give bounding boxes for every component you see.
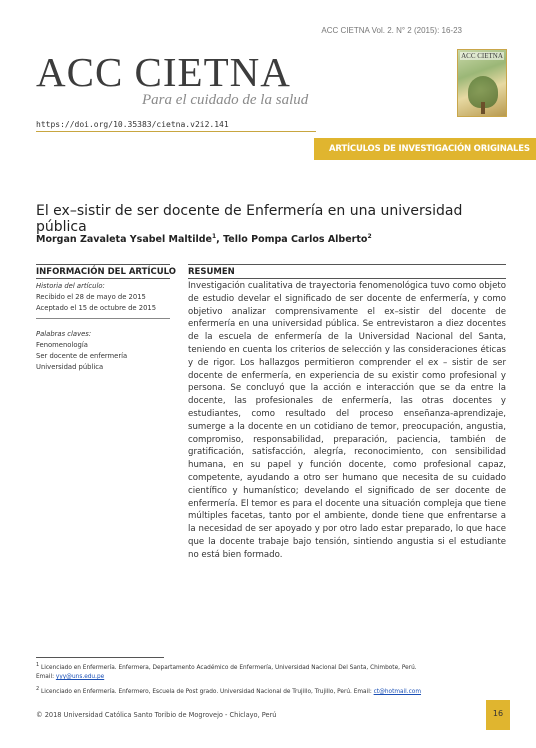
footnote-1: [36, 661, 506, 682]
keywords-label: Palabras claves:: [36, 330, 92, 338]
abstract-text: Investigación cualitativa de trayectoria fenomenológica tuvo como objeto de estudio develar el significado de ser docente de enfermería, y como objetivo analizar comprensivamente el ex–sistir del docente de enfermería en una universidad pública. Se entrevistaron a diez docentes de la escuela de enfermería de la Universidad Nacional del Santa, teniendo en cuenta los criterios de selección y las consideraciones éticas y de rigor. Los hallazgos permitieron comprender el ex – sistir de ser docente de enfermería, en experiencia de su existir como profesional y persona. Se concluyó que la acción e interacción que se da entre la docente, las profesionales de enfermería, las otras docentes y estudiantes, como resultado del proceso enseñanza-aprendizaje, sumerge a la docente en un cotidiano de temor, preocupación, angustia, compromiso, responsabilidad, preparación, paciencia, también de gratificación, satisfacción, alegría, reconocimiento, con sensibilidad humana, en su papel y función docente, como profesional capaz, competente, ayudando a otro ser humano que necesita de su cuidado científico y humanístico; develando el significado de ser docente de enfermería. El temor es para el docente una situación compleja que tiene múltiples facetas, tanto por el ambiente, donde tiene que enfrentarse a la necesidad de ser apoyado y por otro lado estar preparado, lo que hace que la docente trabaje bajo tensión, sintiendo angustia si el estudiante no está bien formado.: [188, 281, 506, 560]
footnote-2-marker: 2: [36, 686, 40, 692]
keyword-item: Universidad pública: [36, 363, 104, 371]
received-date: Recibido el 28 de mayo de 2015: [36, 293, 146, 301]
journal-logo: ACC CIETNA: [36, 49, 291, 95]
copyright-notice: © 2018 Universidad Católica Santo Toribio de Mogrovejo - Chiclayo, Perú: [36, 711, 277, 719]
cover-trunk-illustration: [481, 102, 485, 114]
footnote-2-text: Licenciado en Enfermería. Enfermero, Escuela de Post grado. Universidad Nacional de Trujillo, Trujillo, Perú. Email:: [41, 688, 374, 695]
section-band: ARTÍCULOS DE INVESTIGACIÓN ORIGINALES: [314, 138, 536, 160]
doi-link[interactable]: https://doi.org/10.35383/cietna.v2i2.141: [36, 120, 229, 129]
footnote-2-email-link[interactable]: ct@hotmail.com: [373, 688, 422, 695]
author-1-affiliation: 1: [211, 233, 217, 240]
footnote-1-email-link[interactable]: yyy@uns.edu.pe: [55, 673, 105, 680]
footnote-2: [36, 685, 506, 697]
info-heading-rule: [36, 278, 170, 279]
abstract-heading: RESUMEN: [188, 267, 235, 277]
author-2: Tello Pompa Carlos Alberto: [223, 234, 368, 246]
info-heading: INFORMACIÓN DEL ARTÍCULO: [36, 267, 177, 277]
keywords-block: [36, 329, 166, 373]
accepted-date: Aceptado el 15 de octubre de 2015: [36, 304, 157, 312]
doi-divider: [36, 131, 316, 132]
abstract-top-rule: [188, 264, 506, 265]
history-label: Historia del artículo:: [36, 282, 105, 290]
article-history: [36, 281, 166, 314]
page-number: 16: [486, 700, 510, 730]
cover-title: ACC CIETNA: [461, 52, 503, 60]
author-list: [36, 233, 372, 245]
journal-cover-image: [457, 49, 507, 117]
info-top-rule: [36, 264, 170, 265]
journal-tagline: Para el cuidado de la salud: [142, 92, 309, 108]
running-head: ACC CIETNA Vol. 2. N° 2 (2015): 16-23: [321, 26, 462, 35]
author-separator: ,: [216, 234, 224, 246]
footnote-1-marker: 1: [36, 662, 40, 668]
keyword-item: Ser docente de enfermería: [36, 352, 128, 360]
keyword-item: Fenomenología: [36, 341, 88, 349]
footnote-1-text: Licenciado en Enfermería. Enfermera, Departamento Académico de Enfermería, Universidad Nacional Del Santa, Chimbote, Perú.: [41, 664, 417, 671]
footnote-divider: [36, 657, 164, 658]
article-title: El ex–sistir de ser docente de Enfermería en una universidad pública: [36, 203, 463, 235]
author-1: Morgan Zavaleta Ysabel Maltilde: [36, 234, 212, 246]
abstract-heading-rule: [188, 278, 506, 279]
author-2-affiliation: 2: [367, 233, 372, 240]
footnote-1-email-label: Email:: [36, 673, 56, 680]
info-mid-rule: [36, 318, 170, 319]
